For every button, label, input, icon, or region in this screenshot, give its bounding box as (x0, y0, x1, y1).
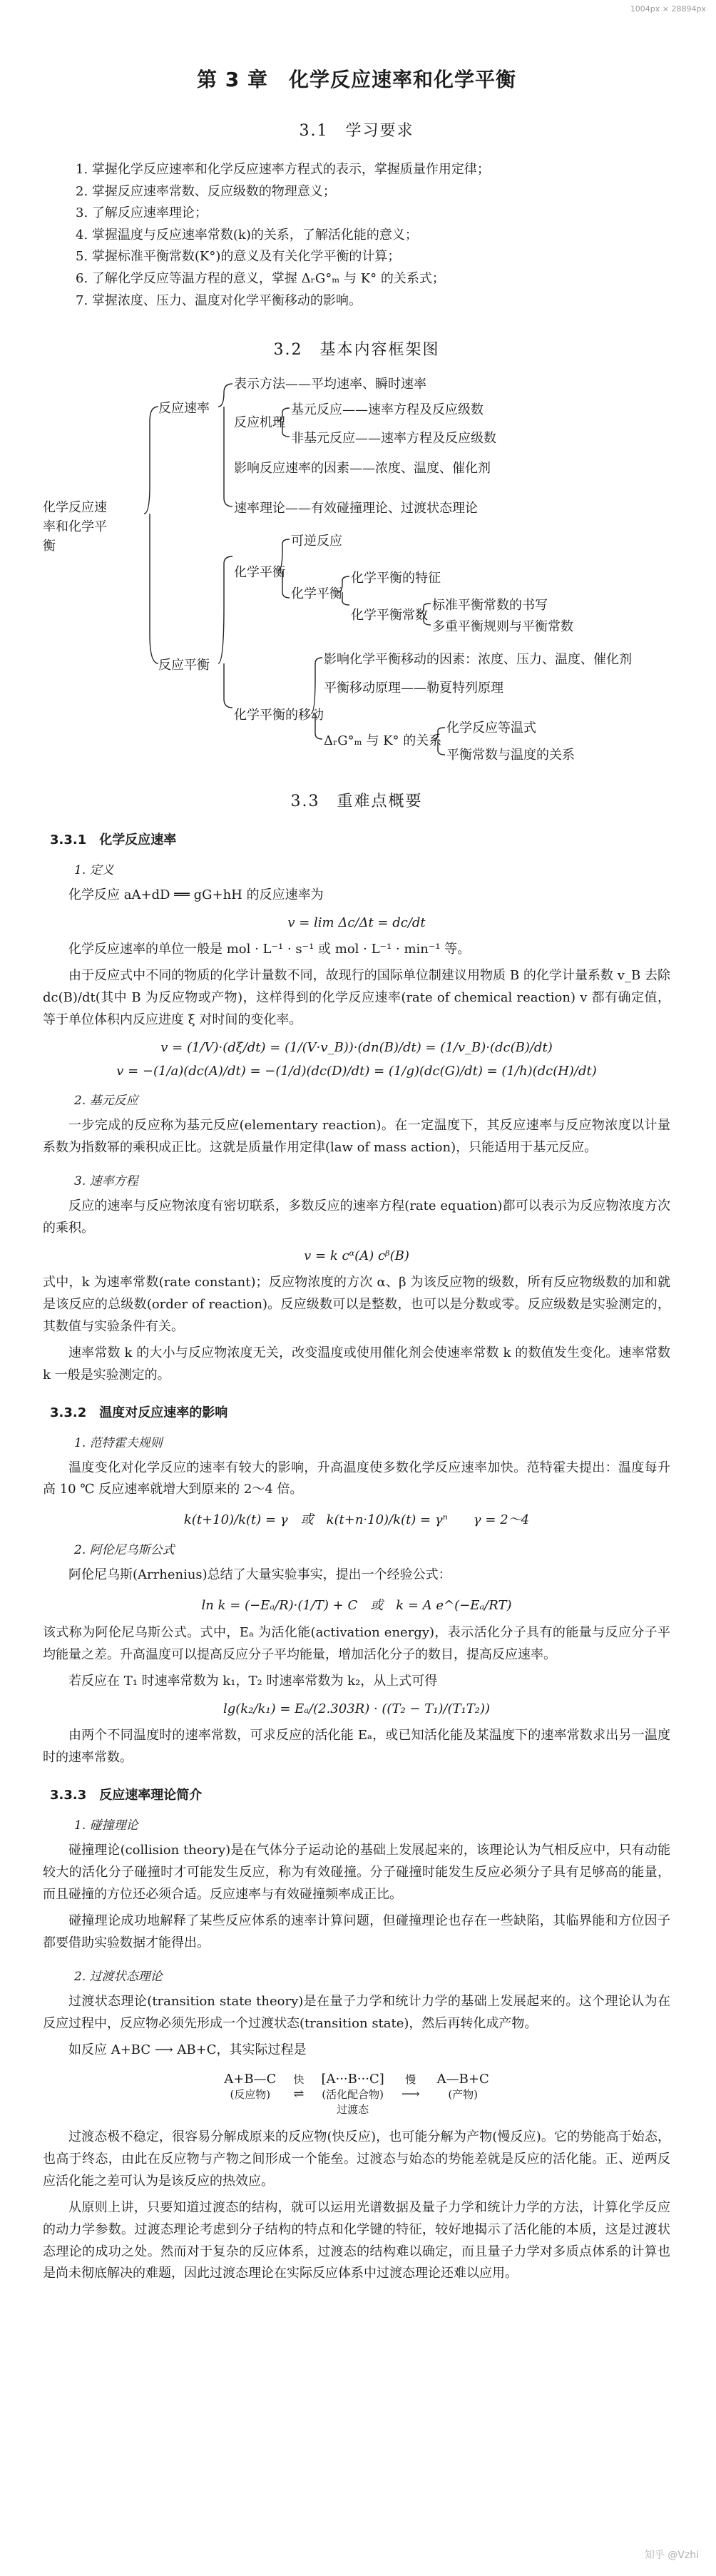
chapter-title: 第 3 章 化学反应速率和化学平衡 (197, 68, 516, 91)
paragraph: 温度变化对化学反应的速率有较大的影响，升高温度使多数化学反应速率加快。范特霍夫提出：温度每升高 10 ℃ 反应速率就增大到原来的 2～4 倍。 (43, 1460, 670, 1497)
section-title-3-2: 3.2 基本内容框架图 (273, 341, 440, 360)
reaction-arrow-fast (293, 2072, 304, 2102)
paragraph: 碰撞理论(collision theory)是在气体分子运动论的基础上发展起来的，该理论认为气相反应中，只有动能较大的活化分子碰撞时才可能发生反应，称为有效碰撞。分子碰撞时能发生反应必须分子具有足够高的能量，而且碰撞的方位还必须合适。反应速率与有效碰撞频率成正比。 (43, 1843, 670, 1903)
framework-node-elementary: 基元反应——速率方程及反应级数 (291, 402, 484, 418)
framework-root: 化学反应速率和化学平衡 (43, 500, 107, 554)
reaction-transition-state (321, 2072, 384, 2117)
framework-node-multiple-eq: 多重平衡规则与平衡常数 (432, 619, 573, 635)
transition-state-label: (活化配合物) (322, 2087, 384, 2101)
list-item: 5. 掌握标准平衡常数(K°)的意义及有关化学平衡的计算； (76, 249, 401, 265)
equilibrium-arrow-icon: ⇌ (293, 2086, 305, 2102)
page-content (43, 64, 670, 2289)
framework-node-shift: 化学平衡的移动 (234, 708, 324, 723)
paragraph: 碰撞理论成功地解释了某些反应体系的速率计算问题，但碰撞理论也存在一些缺陷，其临界能和方位因子都要借助实验数据才能得出。 (43, 1913, 670, 1950)
paragraph: 过渡状态理论(transition state theory)是在量子力学和统计力学的基础上发展起来的。这个理论认为在反应过程中，反应物必须先形成一个过渡状态(transition state)，然后再转化成产物。 (43, 1993, 670, 2031)
framework-node-chem-eq: 化学平衡 (234, 565, 285, 581)
reaction-product (437, 2072, 489, 2102)
paragraph: 化学反应速率的单位一般是 mol · L⁻¹ · s⁻¹ 或 mol · L⁻¹ · min⁻¹ 等。 (68, 942, 471, 957)
framework-diagram (43, 378, 670, 763)
product-formula: A—B+C (436, 2071, 489, 2087)
section-title-3-3: 3.3 重难点概要 (290, 793, 423, 811)
fast-label: 快 (293, 2072, 305, 2086)
paragraph: 一步完成的反应称为基元反应(elementary reaction)。在一定温度下，其反应速率与反应物浓度以计量系数为指数幂的乘积成正比。这就是质量作用定律(law of mass action)，只能适用于基元反应。 (43, 1117, 670, 1155)
watermark: 知乎 @Vzhi (644, 2550, 699, 2561)
heading-collision: 1. 碰撞理论 (74, 1818, 138, 1833)
paragraph: 从原则上讲，只要知道过渡态的结构，就可以运用光谱数据及量子力学和统计力学的方法，计算化学反应的动力学参数。过渡态理论考虑到分子结构的特点和化学键的特征，较好地揭示了活化能的本质，这是过渡状态理论的成功之处。然而对于复杂的反应体系，过渡态的结构难以确定，而且量子力学对多质点体系的计算也是尚未彻底解决的难题，因此过渡态理论在实际反应体系中过渡态理论还难以应用。 (43, 2199, 670, 2281)
heading-elementary: 2. 基元反应 (74, 1093, 138, 1108)
framework-node-shift-factors: 影响化学平衡移动的因素：浓度、压力、温度、催化剂 (324, 652, 632, 668)
list-item: 7. 掌握浓度、压力、温度对化学平衡移动的影响。 (76, 292, 362, 308)
list-item: 2. 掌握反应速率常数、反应级数的物理意义； (76, 183, 336, 199)
paragraph: 式中，k 为速率常数(rate constant)；反应物浓度的方次 α、β 为该反应物的级数，所有反应物级数的加和就是该反应的总级数(order of reaction)。反应级数可以是整数，也可以是分数或零。反应级数是实验测定的，其数值与实验条件有关。 (43, 1274, 670, 1334)
reactant-label: (反应物) (230, 2087, 271, 2101)
framework-node-temp-k: 平衡常数与温度的关系 (446, 748, 575, 763)
list-item: 1. 掌握化学反应速率和化学反应速率方程式的表示，掌握质量作用定律； (76, 162, 490, 177)
paragraph: 若反应在 T₁ 时速率常数为 k₁，T₂ 时速率常数为 k₂，从上式可得 (68, 1674, 438, 1689)
paragraph: 如反应 A+BC ⟶ AB+C，其实际过程是 (68, 2042, 307, 2057)
section-title-3-1: 3.1 学习要求 (299, 122, 414, 140)
reaction-reactant (224, 2072, 276, 2102)
subsection-title-3-3-1: 3.3.1 化学反应速率 (50, 833, 177, 848)
paragraph: 反应的速率与反应物浓度有密切联系，多数反应的速率方程(rate equation)都可以表示为反应物浓度方次的乘积。 (43, 1198, 670, 1236)
framework-node-isotherm: 化学反应等温式 (446, 721, 536, 736)
formula-rate-stoich: v = −(1/a)(dc(A)/dt) = −(1/d)(dc(D)/dt) = (1/g)(dc(G)/dt) = (1/h)(dc(H)/dt) (116, 1063, 597, 1079)
framework-node-factors: 影响反应速率的因素——浓度、温度、催化剂 (234, 461, 491, 477)
framework-node-mechanism: 反应机理 (234, 415, 285, 431)
paragraph: 过渡态极不稳定，很容易分解成原来的反应物(快反应)，也可能分解为产物(慢反应)。它的势能高于始态，也高于终态，由此在反应物与产物之间形成一个能垒。过渡态与始态的势能差就是反应的活化能。正、逆两反应活化能之差可认为是该反应的热效应。 (43, 2129, 670, 2189)
transition-state-formula: [A···B···C] (321, 2071, 384, 2087)
paragraph: 该式称为阿伦尼乌斯公式。式中，Eₐ 为活化能(activation energy)，表示活化分子具有的能量与反应分子平均能量之差。升高温度可以提高反应分子平均能量，增加活化分子的数目，提高反应速率。 (43, 1625, 670, 1663)
reaction-arrow-slow (402, 2072, 420, 2102)
list-item: 6. 了解化学反应等温方程的意义，掌握 ΔᵣG°ₘ 与 K° 的关系式； (76, 270, 445, 286)
framework-node-standard-const: 标准平衡常数的书写 (432, 598, 548, 614)
list-item: 3. 了解反应速率理论； (76, 205, 208, 221)
framework-node-characteristics: 化学平衡的特征 (351, 571, 441, 586)
list-item: 4. 掌握温度与反应速率常数(k)的关系，了解活化能的意义； (76, 227, 418, 243)
framework-node-chem-eq-sub: 化学平衡 (291, 586, 342, 602)
framework-node-relation: ΔᵣG°ₘ 与 K° 的关系 (324, 733, 442, 749)
formula-vant-hoff: k(t+10)/k(t) = γ 或 k(t+n·10)/k(t) = γⁿ γ = 2～4 (183, 1512, 530, 1528)
formula-arrhenius: ln k = (−Eₐ/R)·(1/T) + C 或 k = A e^(−Eₐ/RT) (201, 1598, 512, 1614)
paragraph: 由两个不同温度时的速率常数，可求反应的活化能 Eₐ，或已知活化能及某温度下的速率常数求出另一温度时的速率常数。 (43, 1728, 670, 1766)
formula-rate-definition: v = lim Δc/Δt = dc/dt (287, 915, 426, 931)
reactant-formula: A+B—C (224, 2071, 277, 2087)
framework-node-rate: 反应速率 (158, 401, 210, 417)
right-arrow-icon: ⟶ (401, 2086, 420, 2102)
formula-rate-extent: v = (1/V)·(dξ/dt) = (1/(V·v_B))·(dn(B)/dt) = (1/v_B)·(dc(B)/dt) (160, 1039, 553, 1055)
formula-arrhenius-two-temps: lg(k₂/k₁) = Eₐ/(2.303R) · ((T₂ − T₁)/(T₁T₂)) (223, 1701, 491, 1717)
subsection-title-3-3-2: 3.3.2 温度对反应速率的影响 (50, 1405, 228, 1420)
framework-node-representation: 表示方法——平均速率、瞬时速率 (234, 377, 426, 392)
slow-label: 慢 (405, 2072, 416, 2086)
product-label: (产物) (448, 2087, 479, 2101)
subsection-title-3-3-3: 3.3.3 反应速率理论简介 (50, 1788, 203, 1803)
formula-rate-equation: v = k cᵅ(A) cᵝ(B) (304, 1248, 409, 1263)
framework-node-nonelementary: 非基元反应——速率方程及反应级数 (291, 431, 496, 447)
framework-node-principle: 平衡移动原理——勒夏特列原理 (324, 681, 503, 696)
paragraph: 化学反应 aA+dD ══ gG+hH 的反应速率为 (68, 887, 324, 903)
heading-arrhenius: 2. 阿伦尼乌斯公式 (74, 1543, 175, 1558)
framework-node-constant: 化学平衡常数 (351, 608, 428, 623)
image-size-info: 1004px × 28894px (630, 4, 706, 14)
requirements-list (76, 159, 670, 312)
heading-transition-state: 2. 过渡状态理论 (74, 1969, 163, 1984)
transition-state-reaction (43, 2072, 670, 2117)
framework-node-reversible: 可逆反应 (291, 534, 342, 549)
framework-node-equilibrium: 反应平衡 (158, 658, 210, 673)
paragraph: 由于反应式中不同的物质的化学计量数不同，故现行的国际单位制建议用物质 B 的化学计量系数 v_B 去除 dc(B)/dt(其中 B 为反应物或产物)，这样得到的化学反应速率(rate of chemical reaction) v 都有确定值，等于单位体积内反应进度 ξ 对时间的变化率。 (43, 968, 670, 1027)
framework-node-theory: 速率理论——有效碰撞理论、过渡状态理论 (234, 501, 478, 516)
paragraph: 阿伦尼乌斯(Arrhenius)总结了大量实验事实，提出一个经验公式： (68, 1567, 451, 1583)
heading-vant-hoff: 1. 范特霍夫规则 (74, 1435, 163, 1450)
transition-state-label-2: 过渡态 (337, 2102, 369, 2116)
paragraph: 速率常数 k 的大小与反应物浓度无关，改变温度或使用催化剂会使速率常数 k 的数值发生变化。速率常数 k 一般是实验测定的。 (43, 1345, 670, 1383)
heading-definition: 1. 定义 (74, 863, 114, 878)
heading-rate-equation: 3. 速率方程 (74, 1174, 138, 1188)
